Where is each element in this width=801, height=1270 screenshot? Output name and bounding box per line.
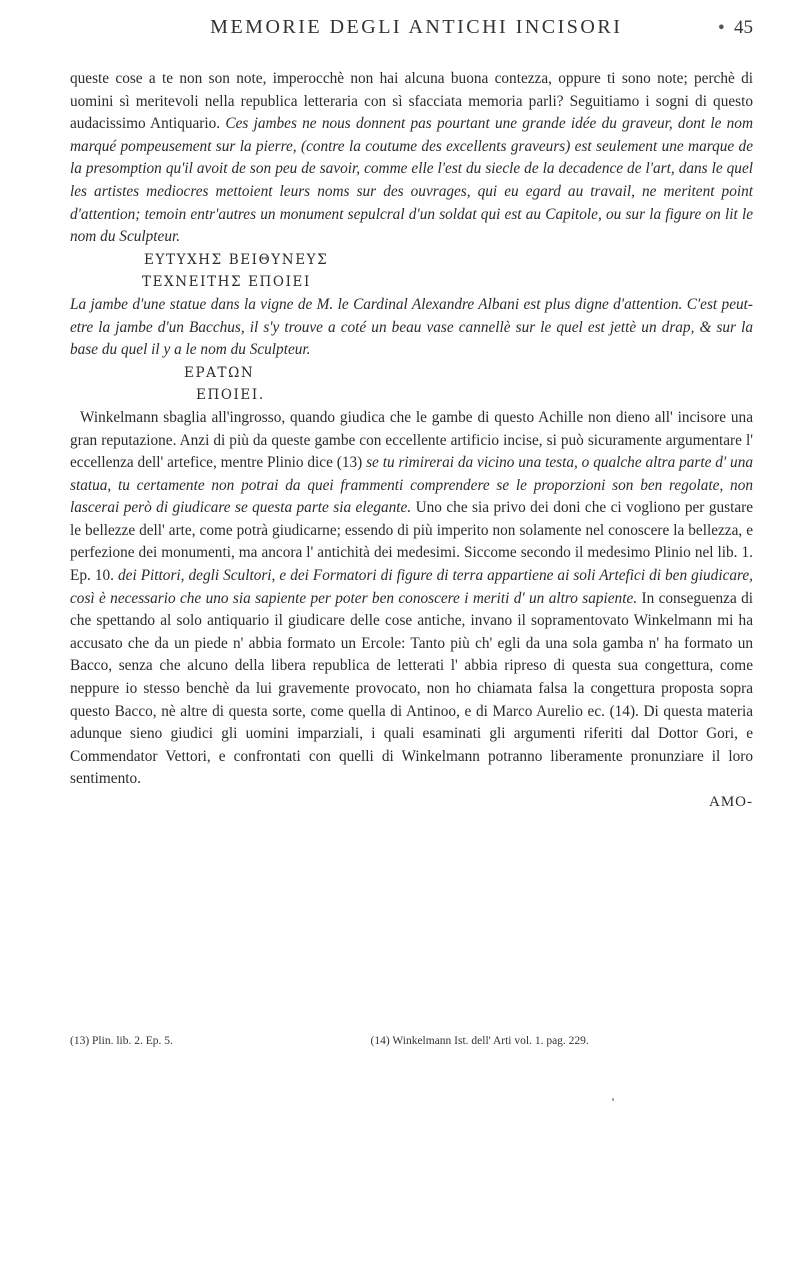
greek-inscription-2-line-2: ΕΠΟΙΕΙ. — [196, 387, 265, 404]
header-separator: • — [716, 18, 726, 37]
page-number: 45 — [734, 17, 753, 38]
paragraph-3-part-a: Winkelmann sbaglia all'ingrosso, quando giudica che le gambe di questo Achille non dieno all' incisore una gran reputazione. Anzi di più da queste gambe con eccellente artificio incise, si può sicuramente argumentare l' eccellenza dell' artefice, mentre Plinio dice (13) — [70, 408, 753, 472]
footnote-13: (13) Plin. lib. 2. Ep. 5. — [70, 1035, 173, 1047]
pliny-quote-2: dei Pittori, degli Scultori, e dei Formatori di figure di terra appartiene ai soli Artefici di ben giudicare, così è necessario che uno sia sapiente per poter ben conoscere i meriti d' un altro sapiente. — [70, 567, 754, 607]
main-text — [70, 68, 753, 814]
running-head — [126, 16, 753, 39]
paper-speck — [612, 1098, 614, 1101]
paragraph-1-french-quote: Ces jambes ne nous donnent pas pourtant une grande idée du graveur, dont le nom marqué pompeusement sur la pierre, (contre la coutume des excellents graveurs) est seulement une marque de la presomption qu'il avoit de son peu de savoir, comme elle l'est du siecle de la decadence de l'art, dans le quel les artistes mediocres mettoient leurs noms sur des ouvrages, qui eu egard au travail, ne meritent point d'attention; temoin entr'autres un monument sepulcral d'un soldat qui est au Capitole, ou sur la figure on lit le nom du Sculpteur. — [70, 115, 753, 246]
greek-inscription-1-line-2: ΤΕΧΝΕΙΤΗΣ ΕΠΟΙΕΙ — [142, 274, 311, 291]
footnote-14: (14) Winkelmann Ist. dell' Arti vol. 1. pag. 229. — [370, 1035, 589, 1047]
paragraph-1 — [70, 68, 753, 249]
pliny-quote-1: se tu rimirerai da vicino una testa, o qualche altra parte d' una statua, tu certamente non potrai da quei frammenti comprendere se le proporzioni son ben regolate, non lascerai però di giudicare se questa parte sia elegante. — [70, 454, 753, 517]
paragraph-3 — [70, 407, 753, 791]
running-title: MEMORIE DEGLI ANTICHI INCISORI — [210, 16, 623, 38]
footnotes — [70, 1035, 753, 1047]
paragraph-2-french-quote: La jambe d'une statue dans la vigne de M. le Cardinal Alexandre Albani est plus digne d'attention. C'est peut-etre la jambe d'un Bacchus, il s'y trouve a coté un beau vase cannellè sur le quel est jettè un drap, & sur la base du quel il y a le nom du Sculpteur. — [70, 295, 753, 359]
greek-inscription-1-line-1: ΕΥΤΥΧΗΣ ΒΕΙΘΥΝΕΥΣ — [144, 251, 329, 268]
paragraph-3-part-b: Uno che sia privo dei doni che ci vogliono per gustare le bellezze dell' arte, come potrà giudicarne; essendo di più imperito non solamente nel conoscere la bellezza, e perfezione dei monumenti, ma ancora l' antichità dei medesimi. Siccome secondo il medesimo Plinio nel lib. 1. Ep. 10. — [70, 499, 753, 585]
paragraph-1-italian: queste cose a te non son note, imperocchè non hai alcuna buona contezza, oppure ti sono note; perchè di uomini sì meritevoli nella republica letteraria con sì sfacciata memoria parli? Seguitiamo i sogni di questo audacissimo Antiquario. — [70, 70, 753, 133]
catchword: AMO- — [709, 794, 753, 810]
paragraph-3-part-c: In conseguenza di che spettando al solo antiquario il giudicare delle cose antiche, invano il sopramentovato Winkelmann mi ha accusato che da un piede n' abbia formato un Ercole: Tanto più ch' egli da una sola gamba n' ha formato un Bacco, senza che alcuno della libera republica de letterati l' abbia ripreso di questa sua congettura, come neppure io stesso benchè da lui gravemente provocato, non ho chiamata falsa la congettura proposta sopra questo Bacco, nè altre di questa sorte, come quella di Antinoo, e di Marco Aurelio ec. (14). Di questa materia adunque sieno giudici gli uomini imparziali, i quali esaminati gli argumenti riferiti dal Dottor Gori, e Commendator Vettori, e confrontati con quelli di Winkelmann potranno liberamente pronunziare il loro sentimento. — [70, 589, 754, 788]
greek-inscription-2-line-1: ΕΡΑΤΩΝ — [184, 364, 255, 381]
